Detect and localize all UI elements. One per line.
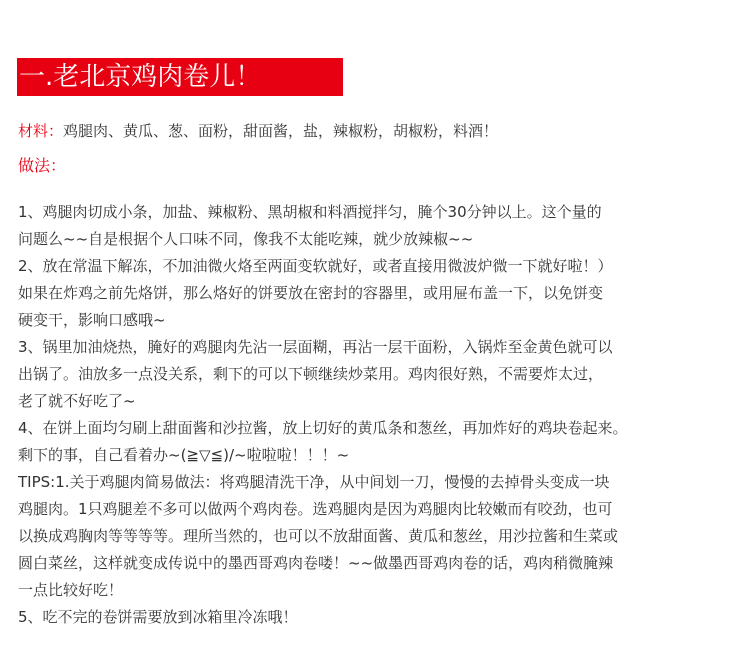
recipe-content: [18, 199, 743, 631]
text-line: 如果在炸鸡之前先烙饼，那么烙好的饼要放在密封的容器里，或用屉布盖一下，以免饼变: [18, 284, 604, 302]
text-line: 2、放在常温下解冻，不加油微火烙至两面变软就好，或者直接用微波炉微一下就好啦！）: [18, 257, 613, 275]
text-line: 老了就不好吃了~: [18, 392, 136, 410]
text-line: TIPS:1.关于鸡腿肉简易做法：将鸡腿清洗干净，从中间划一刀，慢慢的去掉骨头变成一块: [18, 473, 610, 491]
text-line: 5、吃不完的卷饼需要放到冰箱里冷冻哦！: [18, 608, 298, 626]
text-line: 剩下的事，自己看着办~(≧▽≦)/~啦啦啦！！！~: [18, 446, 350, 464]
text-line: 1、鸡腿肉切成小条，加盐、辣椒粉、黑胡椒和料酒搅拌匀，腌个30分钟以上。这个量的: [18, 203, 602, 221]
ingredients-section: [18, 120, 498, 142]
text-line: 一点比较好吃！: [18, 581, 124, 599]
text-line: 鸡腿肉。1只鸡腿差不多可以做两个鸡肉卷。选鸡腿肉是因为鸡腿肉比较嫩而有咬劲，也可: [18, 500, 613, 518]
method-label: 做法：: [18, 156, 67, 175]
text-line: 硬变干，影响口感哦~: [18, 311, 166, 329]
ingredients-text: 鸡腿肉、黄瓜、葱、面粉，甜面酱，盐，辣椒粉，胡椒粉，料酒！: [63, 122, 499, 140]
page-title: 一.老北京鸡肉卷儿！: [17, 58, 343, 96]
text-line: 3、锅里加油烧热，腌好的鸡腿肉先沾一层面糊，再沾一层干面粉，入锅炸至金黄色就可以: [18, 338, 613, 356]
ingredients-label: 材料：: [18, 122, 64, 140]
text-line: 以换成鸡胸肉等等等等。理所当然的，也可以不放甜面酱、黄瓜和葱丝，用沙拉酱和生菜或: [18, 527, 619, 545]
text-line: 圆白菜丝，这样就变成传说中的墨西哥鸡肉卷喽！~~做墨西哥鸡肉卷的话，鸡肉稍微腌辣: [18, 554, 614, 572]
text-line: 问题么~~自是根据个人口味不同，像我不太能吃辣，就少放辣椒~~: [18, 230, 474, 248]
text-line: 4、在饼上面均匀刷上甜面酱和沙拉酱，放上切好的黄瓜条和葱丝，再加炸好的鸡块卷起来。: [18, 419, 628, 437]
text-line: 出锅了。油放多一点没关系，剩下的可以下顿继续炒菜用。鸡肉很好熟，不需要炸太过，: [18, 365, 604, 383]
